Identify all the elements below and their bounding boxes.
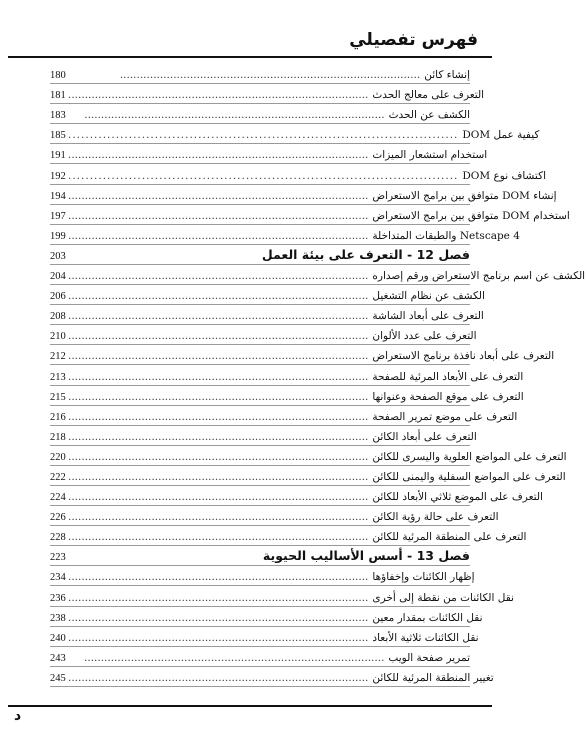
toc-page-number: 206 xyxy=(50,291,66,303)
toc-chapter-title xyxy=(68,548,470,563)
toc-page-number: 236 xyxy=(50,592,66,604)
toc-entry-label: استخدام DOM متوافق بين برامج الاستعراض xyxy=(372,209,570,222)
toc-entry-label: التعرف على معالج الحدث xyxy=(372,89,485,102)
toc-chapter-title xyxy=(68,247,470,262)
toc-entry-row[interactable] xyxy=(50,144,488,164)
toc-entry-title xyxy=(68,411,517,423)
toc-entry-title xyxy=(68,371,523,383)
toc-entry-label: تغيير المنطقة المرئية للكائن xyxy=(372,671,494,684)
toc-leader-dots: .......................................................................................... xyxy=(68,290,369,303)
toc-entry-title xyxy=(68,170,546,182)
toc-leader-dots: .......................................................................................... xyxy=(68,149,369,162)
toc-entry-label: Netscape 4 والطبقات المتداخلة xyxy=(372,229,520,242)
toc-leader-dots: .......................................................................................... xyxy=(68,611,369,624)
toc-leader-dots: .......................................................................................... xyxy=(68,390,369,403)
toc-entry-label: التعرف على عدد الألوان xyxy=(372,330,477,343)
toc-leader-dots: .......................................................................................... xyxy=(68,189,369,202)
toc-entry-row[interactable] xyxy=(50,667,494,687)
toc-page-number: 212 xyxy=(50,351,66,363)
toc-page-number: 220 xyxy=(50,451,66,463)
toc-leader-dots: .......................................................................................... xyxy=(68,410,369,423)
toc-entry-title xyxy=(68,330,477,342)
toc-entry-label: إظهار الكائنات وإخفاؤها xyxy=(372,571,475,584)
toc-entry-row[interactable] xyxy=(50,647,470,667)
toc-entry-label: كيفية عمل DOM xyxy=(462,129,540,142)
toc-entry-title xyxy=(68,230,520,242)
toc-chapter-row[interactable] xyxy=(50,245,470,265)
toc-leader-dots: .......................................................................................... xyxy=(68,470,369,483)
toc-entry-row[interactable] xyxy=(50,586,514,606)
toc-entry-label: التعرف على أبعاد نافذة برنامج الاستعراض xyxy=(372,350,555,363)
toc-entry-label: فصل 12 - التعرف على بيئة العمل xyxy=(261,246,470,262)
toc-page-number: 191 xyxy=(50,150,66,162)
toc-page-number: 216 xyxy=(50,411,66,423)
toc-entry-title xyxy=(68,109,470,121)
toc-entry-label: الكشف عن اسم برنامج الاستعراض ورقم إصداره xyxy=(372,270,585,283)
toc-entry-title xyxy=(68,612,483,624)
toc-page-number: 245 xyxy=(50,672,66,684)
toc-entry-title xyxy=(68,471,566,483)
toc-entry-row[interactable] xyxy=(50,627,479,647)
toc-entry-title xyxy=(68,451,567,463)
toc-page-number: 181 xyxy=(50,90,66,102)
toc-entry-row[interactable] xyxy=(50,365,524,385)
toc-entry-title xyxy=(68,652,470,664)
toc-entry-title xyxy=(68,350,554,362)
toc-leader-dots: .......................................................................................... xyxy=(68,430,369,443)
toc-entry-label: التعرف على أبعاد الكائن xyxy=(372,430,477,443)
toc-page-number: 199 xyxy=(50,230,66,242)
toc-entry-row[interactable] xyxy=(50,607,483,627)
toc-entry-label: التعرف على المواضع العلوية واليسرى للكائن xyxy=(372,450,567,463)
toc-entry-title xyxy=(68,672,494,684)
toc-entry-title xyxy=(68,531,526,543)
toc-page-number: 222 xyxy=(50,471,66,483)
toc-page-number: 224 xyxy=(50,492,66,504)
toc-entry-label: نقل الكائنات ثلاثية الأبعاد xyxy=(372,631,479,644)
toc-page-number: 228 xyxy=(50,532,66,544)
toc-entry-row[interactable] xyxy=(50,265,585,285)
toc-page-number: 185 xyxy=(50,130,66,142)
toc-leader-dots: .......................................................................................... xyxy=(119,69,421,82)
toc-entry-row[interactable] xyxy=(50,466,566,486)
toc-page-number: 197 xyxy=(50,210,66,222)
toc-entry-title xyxy=(68,290,485,302)
toc-entry-label: استخدام استشعار الميزات xyxy=(372,149,488,162)
toc-page-number: 234 xyxy=(50,572,66,584)
toc-page-number: 210 xyxy=(50,331,66,343)
toc-chapter-row[interactable] xyxy=(50,546,470,566)
toc-entry-title xyxy=(68,310,484,322)
toc-entry-label: اكتشاف نوع DOM xyxy=(462,169,546,182)
toc-page-number: 203 xyxy=(50,250,66,262)
toc-page-number: 204 xyxy=(50,271,66,283)
toc-entry-row[interactable] xyxy=(50,506,499,526)
toc-leader-dots: .......................................................................................... xyxy=(68,531,369,544)
toc-entry-title xyxy=(68,491,543,503)
toc-entry-label: الكشف عن الحدث xyxy=(388,109,470,122)
toc-leader-dots: .......................................................................................... xyxy=(68,671,369,684)
toc-entry-title xyxy=(68,270,585,282)
toc-leader-dots: .......................................................................................... xyxy=(68,229,369,242)
toc-leader-dots: .......................................................................................... xyxy=(68,169,459,182)
footer-divider xyxy=(8,705,492,707)
toc-page-number: 226 xyxy=(50,512,66,524)
toc-leader-dots: .......................................................................................... xyxy=(68,129,459,142)
toc-entry-row[interactable] xyxy=(50,486,543,506)
toc-leader-dots: .......................................................................................... xyxy=(68,310,369,323)
toc-leader-dots: .......................................................................................... xyxy=(68,450,369,463)
toc-page-number: 215 xyxy=(50,391,66,403)
toc-entry-row[interactable] xyxy=(50,446,567,466)
toc-entry-title xyxy=(68,190,557,202)
toc-entry-row[interactable] xyxy=(50,406,518,426)
toc-entry-label: التعرف على الموضع ثلاثي الأبعاد للكائن xyxy=(372,491,543,504)
toc-entry-title xyxy=(68,210,570,222)
toc-entry-row[interactable] xyxy=(50,426,477,446)
toc-page-number: 183 xyxy=(50,110,66,122)
toc-entry-label: إنشاء DOM متوافق بين برامج الاستعراض xyxy=(372,189,557,202)
toc-entry-row[interactable] xyxy=(50,386,524,406)
toc-entry-label: إنشاء كائن xyxy=(424,69,470,82)
toc-page-number: 194 xyxy=(50,190,66,202)
page-title: فهرس تفصيلي xyxy=(349,30,478,50)
toc-entry-label: التعرف على المواضع السفلية واليمنى للكائن xyxy=(372,470,566,483)
toc-leader-dots: .......................................................................................... xyxy=(84,109,385,122)
toc-entry-label: تمرير صفحة الويب xyxy=(388,651,470,664)
toc-entry-row[interactable] xyxy=(50,325,477,345)
toc-entry-row[interactable] xyxy=(50,185,557,205)
toc-entry-label: التعرف على أبعاد الشاشة xyxy=(372,310,484,323)
toc-entry-title xyxy=(68,511,499,523)
toc-entry-title xyxy=(68,592,514,604)
toc-entry-row[interactable] xyxy=(50,205,570,225)
toc-entry-label: نقل الكائنات بمقدار معين xyxy=(372,611,483,624)
toc-page-number: 238 xyxy=(50,612,66,624)
toc-entry-row[interactable] xyxy=(50,285,485,305)
toc-leader-dots: .......................................................................................... xyxy=(68,631,369,644)
toc-entry-label: التعرف على موضع تمرير الصفحة xyxy=(372,410,518,423)
toc-entry-title xyxy=(68,391,524,403)
toc-leader-dots: .......................................................................................... xyxy=(68,89,369,102)
toc-entry-title xyxy=(68,571,475,583)
toc-entry-row[interactable] xyxy=(50,84,485,104)
toc-entry-row[interactable] xyxy=(50,64,470,84)
toc-entry-label: نقل الكائنات من نقطة إلى أخرى xyxy=(372,591,514,604)
toc-leader-dots: .......................................................................................... xyxy=(84,651,385,664)
header-divider xyxy=(8,56,492,58)
toc-leader-dots: .......................................................................................... xyxy=(68,350,369,363)
toc-entry-label: التعرف على الأبعاد المرئية للصفحة xyxy=(372,370,524,383)
toc-entry-title xyxy=(68,632,479,644)
toc-entry-label: فصل 13 - أسس الأساليب الحيوية xyxy=(262,548,470,564)
toc-entry-label: التعرف على المنطقة المرئية للكائن xyxy=(372,531,527,544)
toc-page-number: 240 xyxy=(50,632,66,644)
toc-list xyxy=(50,64,585,687)
toc-leader-dots: .......................................................................................... xyxy=(68,209,369,222)
toc-page-number: 223 xyxy=(50,552,66,564)
toc-entry-title xyxy=(68,431,477,443)
toc-entry-label: التعرف على موقع الصفحة وعنوانها xyxy=(372,390,524,403)
page-number: د xyxy=(14,708,22,724)
toc-entry-row[interactable] xyxy=(50,124,540,144)
toc-page-number: 208 xyxy=(50,311,66,323)
toc-entry-title xyxy=(68,149,487,161)
toc-page-number: 180 xyxy=(50,70,66,82)
toc-entry-row[interactable] xyxy=(50,305,484,325)
toc-entry-row[interactable] xyxy=(50,345,555,365)
toc-page-number: 213 xyxy=(50,371,66,383)
toc-leader-dots: .......................................................................................... xyxy=(68,370,369,383)
toc-entry-row[interactable] xyxy=(50,164,546,184)
toc-leader-dots: .......................................................................................... xyxy=(68,571,369,584)
toc-page-number: 218 xyxy=(50,431,66,443)
toc-page-number: 192 xyxy=(50,170,66,182)
toc-entry-label: الكشف عن نظام التشغيل xyxy=(372,290,485,303)
toc-entry-row[interactable] xyxy=(50,526,527,546)
toc-leader-dots: .......................................................................................... xyxy=(68,330,369,343)
toc-entry-title xyxy=(68,89,484,101)
toc-entry-title xyxy=(68,129,539,141)
toc-leader-dots: .......................................................................................... xyxy=(68,270,369,283)
toc-entry-row[interactable] xyxy=(50,104,470,124)
toc-entry-label: التعرف على حالة رؤية الكائن xyxy=(372,511,499,524)
toc-leader-dots: .......................................................................................... xyxy=(68,511,369,524)
toc-entry-row[interactable] xyxy=(50,225,520,245)
toc-page-number: 243 xyxy=(50,652,66,664)
toc-entry-row[interactable] xyxy=(50,566,475,586)
toc-leader-dots: .......................................................................................... xyxy=(68,591,369,604)
toc-entry-title xyxy=(68,69,470,81)
toc-leader-dots: .......................................................................................... xyxy=(68,491,369,504)
